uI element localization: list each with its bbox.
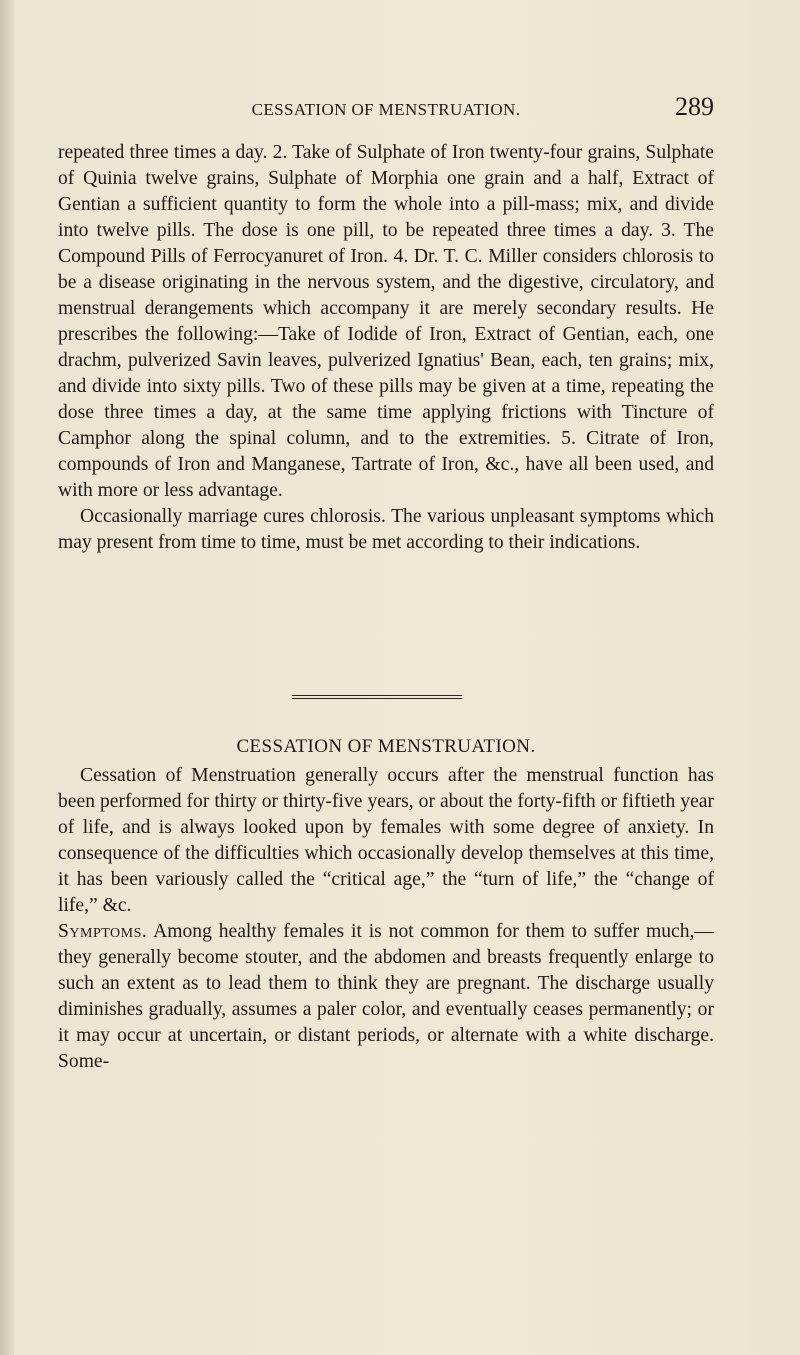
continued-text xyxy=(58,140,714,556)
page-number: 289 xyxy=(675,92,714,121)
divider-line xyxy=(292,698,462,699)
symptoms-text: Among healthy females it is not common for them to suffer much,—they generally become stouter, and the abdomen and breasts frequently enlarge to such an extent as to lead them to think they are pregnant. The discharge usually diminishes gradually, assumes a paler color, and eventually ceases permanently; or it may occur at uncertain, or distant periods, or alternate with a white discharge. Some- xyxy=(58,921,714,1072)
divider-line xyxy=(292,695,462,696)
continuation-paragraph: repeated three times a day. 2. Take of Sulphate of Iron twenty-four grains, Sulphate of Quinia twelve grains, Sulphate of Morphia one grain and a half, Extract of Gentian a sufficient quantity to form the whole into a pill-mass; mix, and divide into twelve pills. The dose is one pill, to be repeated three times a day. 3. The Compound Pills of Ferrocyanuret of Iron. 4. Dr. T. C. Miller considers chlorosis to be a disease originating in the nervous system, and the digestive, circulatory, and menstrual derangements which accompany it are merely secondary results. He prescribes the following:—Take of Iodide of Iron, Extract of Gentian, each, one drachm, pulverized Savin leaves, pulverized Ignatius' Bean, each, ten grains; mix, and divide into sixty pills. Two of these pills may be given at a time, repeating the dose three times a day, at the same time applying frictions with Tincture of Camphor along the spinal column, and to the extremities. 5. Citrate of Iron, compounds of Iron and Manganese, Tartrate of Iron, &c., have all been used, and with more or less advantage. xyxy=(58,142,714,501)
marriage-paragraph: Occasionally marriage cures chlorosis. The various unpleasant symptoms which may present from time to time, must be met according to their indications. xyxy=(58,506,714,553)
symptoms-label: Symptoms. xyxy=(58,921,148,942)
symptoms-paragraph xyxy=(58,919,714,1075)
section-text xyxy=(58,763,714,1075)
cessation-paragraph: Cessation of Menstruation generally occurs after the menstrual function has been performed for thirty or thirty-five years, or about the forty-fifth or fiftieth year of life, and is always looked upon by females with some degree of anxiety. In consequence of the difficulties which occasionally develop themselves at this time, it has been variously called the “critical age,” the “turn of life,” the “change of life,” &c. xyxy=(58,765,714,916)
section-divider xyxy=(292,695,462,701)
running-title: CESSATION OF MENSTRUATION. xyxy=(251,100,521,119)
running-head xyxy=(58,88,714,128)
section-heading: CESSATION OF MENSTRUATION. xyxy=(236,736,536,757)
page-gutter xyxy=(0,0,14,1355)
